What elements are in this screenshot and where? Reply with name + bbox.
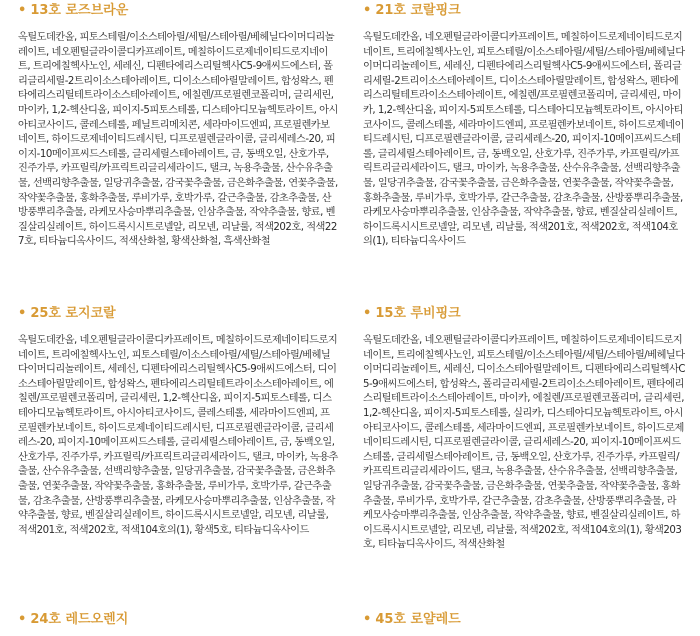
ingredient-list: 옥틸도데칸올, 피토스테릴/이소스테아릴/세틸/스테아릴/베헤닐다이머디리놀레이트, 네오펜틸글라이콜디카프레이트, 메칠하이드로제네이티드로지네이트, 트리에칠헥사노인, 세레신, 디펜타에리스리틸헥사C5-9애씨드에스터, 폴리글리세릴-2트리이소스테아레이트, 디이소스테아릴말레이트, 합성왁스, 펜타에리스리틸테트라이소스테아레이트, 에칠렌/프로필렌코폴리머, 글리세린, 마이카, 1,2-헥산디올, 피이지-5피토스테롤, 디스테아디모늄헥토라이트, 아시아티코사이드, 콜레스테롤, 페닐트리메치콘, 세라마이드엔피, 프로필렌카보네이트, 하이드로제네이티드레시틴, 디프로필렌글라이콜, 글리세레스-20, 피이지-10메이프씨드스테롤, 글리세릴스테아레이트, 금, 동백오일, 산호가루, 진주가루, 카프릴릭/카프릭트리글리세라이드, 탤크, 녹용추출물, 산수유추출물, 선백리향추출물, 일당귀추출물, 감국꽃추출물, 금은화추출물, 연꽃추출물, 작약꽃추출물, 홍화추출물, 루비가루, 호박가루, 갈근추출물, 감초추출물, 산방풍뿌리추출물, 라케모사승마뿌리추출물, 인삼추출물, 작약추출물, 향료, 벤질살리실레이트, 하이드록시시트로넬알, 리모넨, 리날룰, 적색202호, 적색227호, 티타늄디옥사이드, 적색산화철, 황색산화철, 흑색산화철 [18, 32, 338, 248]
shade-heading [363, 3, 685, 19]
bullet-dot-icon: • [363, 306, 372, 321]
shade-heading [18, 3, 338, 19]
shade-section-24-red-orange [18, 612, 338, 628]
shade-title: 15호 루비핑크 [375, 306, 461, 321]
shade-heading [363, 612, 685, 628]
shade-title: 24호 레드오렌지 [30, 612, 129, 627]
shade-section-25-rosy-coral [18, 306, 338, 538]
bullet-dot-icon: • [18, 612, 27, 627]
shade-title: 13호 로즈브라운 [30, 3, 129, 18]
shade-section-21-coral-pink [363, 3, 685, 250]
bullet-dot-icon: • [18, 3, 27, 18]
bullet-dot-icon: • [363, 612, 372, 627]
ingredient-list: 옥틸도데칸올, 네오펜틸글라이콜디카프레이트, 메칠하이드로제네이티드로지네이트, 트리에칠헥사노인, 피토스테릴/이소스테아릴/세틸/스테아릴/베헤닐다이머디리놀레이트, 세레신, 디펜타에리스리틸헥사C5-9애씨드에스터, 폴리글리세릴-2트리이소스테아레이트, 디이소스테아릴말레이트, 합성왁스, 펜타에리스리틸테트라이소스테아레이트, 에칠렌/프로필렌코폴리머, 글리세린, 마이카, 1,2-헥산디올, 피이지-5피토스테롤, 디스테아디모늄헥토라이트, 아시아티코사이드, 콜레스테롤, 세라마이드엔피, 프로필렌카보네이트, 하이드로제네이티드레시틴, 디프로필렌글라이콜, 글리세레스-20, 피이지-10메이프씨드스테롤, 글리세릴스테아레이트, 금, 동백오일, 산호가루, 진주가루, 카프릴릭/카프릭트리글리세라이드, 탤크, 마이카, 녹용추출물, 산수유추출물, 선백리향추출물, 일당귀추출물, 감국꽃추출물, 금은화추출물, 연꽃추출물, 작약꽃추출물, 홍화추출물, 루비가루, 호박가루, 갈근추출물, 감초추출물, 산방풍뿌리추출물, 라케모사승마뿌리추출물, 인삼추출물, 작약추출물, 향료, 벤질살리실레이트, 하이드록시시트로넬알, 리모넨, 리날룰, 적색201호, 적색202호, 적색104호의(1), 티타늄디옥사이드 [363, 32, 685, 248]
shade-heading [18, 306, 338, 322]
shade-section-13-rose-brown [18, 3, 338, 250]
ingredient-list: 옥틸도데칸올, 네오펜틸글라이콜디카프레이트, 메칠하이드로제네이티드로지네이트, 트리에칠헥사노인, 피토스테릴/이소스테아릴/세틸/스테아릴/베헤닐다이머디리놀레이트, 세레신, 디펜타에리스리틸헥사C5-9애씨드에스터, 디이소스테아릴말레이트, 합성왁스, 펜타에리스리틸테트라이소스테아레이트, 에칠렌/프로필렌코폴리머, 글리세린, 1,2-헥산디올, 피이지-5피토스테롤, 디스테아디모늄헥토라이트, 아시아티코사이드, 콜레스테롤, 세라마이드엔피, 프로필렌카보네이트, 하이드로제네이티드레시틴, 디프로필렌글라이콜, 글리세레스-20, 피이지-10메이프씨드스테롤, 글리세릴스테아레이트, 금, 동백오일, 산호가루, 진주가루, 카프릴릭/카프릭트리글리세라이드, 탤크, 마이카, 녹용추출물, 산수유추출물, 선백리향추출물, 일당귀추출물, 감국꽃추출물, 금은화추출물, 연꽃추출물, 작약꽃추출물, 홍화추출물, 루비가루, 호박가루, 갈근추출물, 감초추출물, 산방풍뿌리추출물, 라케모사승마뿌리추출물, 인삼추출물, 작약추출물, 향료, 벤질살리실레이트, 하이드록시시트로넬알, 리모넨, 리날룰, 적색201호, 적색202호, 적색104호의(1), 황색5호, 티타늄디옥사이드 [18, 335, 338, 536]
shade-title: 21호 코랄핑크 [375, 3, 461, 18]
shade-title: 25호 로지코랄 [30, 306, 116, 321]
shade-title: 45호 로얄레드 [375, 612, 461, 627]
bullet-dot-icon: • [363, 3, 372, 18]
shade-heading [363, 306, 685, 322]
ingredient-list: 옥틸도데칸올, 네오펜틸글라이콜디카프레이트, 메칠하이드로제네이티드로지네이트, 트리에칠헥사노인, 피토스테릴/이소스테아릴/세틸/스테아릴/베헤닐다이머디리놀레이트, 세레신, 디이소스테아릴말레이트, 디펜타에리스리틸헥사C5-9애씨드에스터, 합성왁스, 폴리글리세릴-2트리이소스테아레이트, 펜타에리스리틸테트라이소스테아레이트, 마이카, 에칠렌/프로필렌코폴리머, 글리세린, 1,2-헥산디올, 피이지-5피토스테롤, 실리카, 디스테아디모늄헥토라이트, 아시아티코사이드, 콜레스테롤, 세라마이드엔피, 프로필렌카보네이트, 하이드로제네이티드레시틴, 디프로필렌글라이콜, 글리세레스-20, 피이지-10메이프씨드스테롤, 글리세릴스테아레이트, 금, 동백오일, 산호가루, 진주가루, 카프릴릭/카프릭트리글리세라이드, 탤크, 녹용추출물, 산수유추출물, 선백리향추출물, 일당귀추출물, 감국꽃추출물, 금은화추출물, 연꽃추출물, 작약꽃추출물, 홍화추출물, 루비가루, 호박가루, 갈근추출물, 감초추출물, 산방풍뿌리추출물, 라케모사승마뿌리추출물, 인삼추출물, 작약추출물, 향료, 벤질살리실레이트, 하이드록시시트로넬알, 리모넨, 리날룰, 적색202호, 적색104호의(1), 황색203호, 티타늄디옥사이드, 적색산화철 [363, 335, 685, 551]
shade-section-45-royal-red [363, 612, 685, 628]
bullet-dot-icon: • [18, 306, 27, 321]
shade-section-15-ruby-pink [363, 306, 685, 553]
shade-heading [18, 612, 338, 628]
